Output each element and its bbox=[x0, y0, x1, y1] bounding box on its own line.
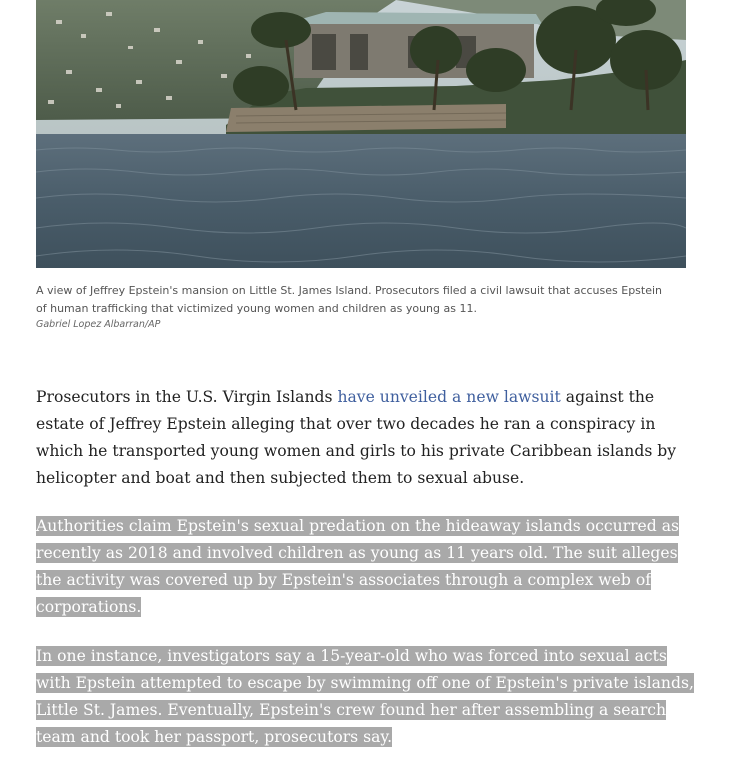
photo-credit: Gabriel Lopez Albarran/AP bbox=[36, 319, 161, 330]
paragraph-1-rest: against the estate of Jeffrey Epstein alleging that over two decades he ran a conspiracy in which he transported young women and girls to his private Caribbean islands by helicopter and boat and then subjected them to sexual abuse. bbox=[36, 388, 677, 487]
paragraph-3-text: In one instance, investigators say a 15-year-old who was forced into sexual acts with Epstein attempted to escape by swimming off one of Epstein's private islands, Little St. James. Eventually, Epstein's crew found her after assembling a search team and took her passport, prosecutors say. bbox=[36, 647, 694, 746]
island-mansion-photo[interactable] bbox=[36, 0, 686, 268]
lawsuit-link[interactable]: have unveiled a new lawsuit bbox=[337, 388, 561, 406]
paragraph-1 bbox=[36, 384, 696, 492]
paragraph-2 bbox=[36, 513, 696, 621]
photo-caption: A view of Jeffrey Epstein's mansion on Little St. James Island. Prosecutors filed a civil lawsuit that accuses Epstein of human trafficking that victimized young women and children as young as 11. bbox=[36, 284, 663, 315]
paragraph-1-lead: Prosecutors in the U.S. Virgin Islands bbox=[36, 388, 338, 406]
paragraph-3 bbox=[36, 643, 696, 751]
paragraph-2-text: Authorities claim Epstein's sexual predation on the hideaway islands occurred as recently as 2018 and involved children as young as 11 years old. The suit alleges the activity was covered up by Epstein's associates through a complex web of corporations. bbox=[36, 517, 680, 616]
